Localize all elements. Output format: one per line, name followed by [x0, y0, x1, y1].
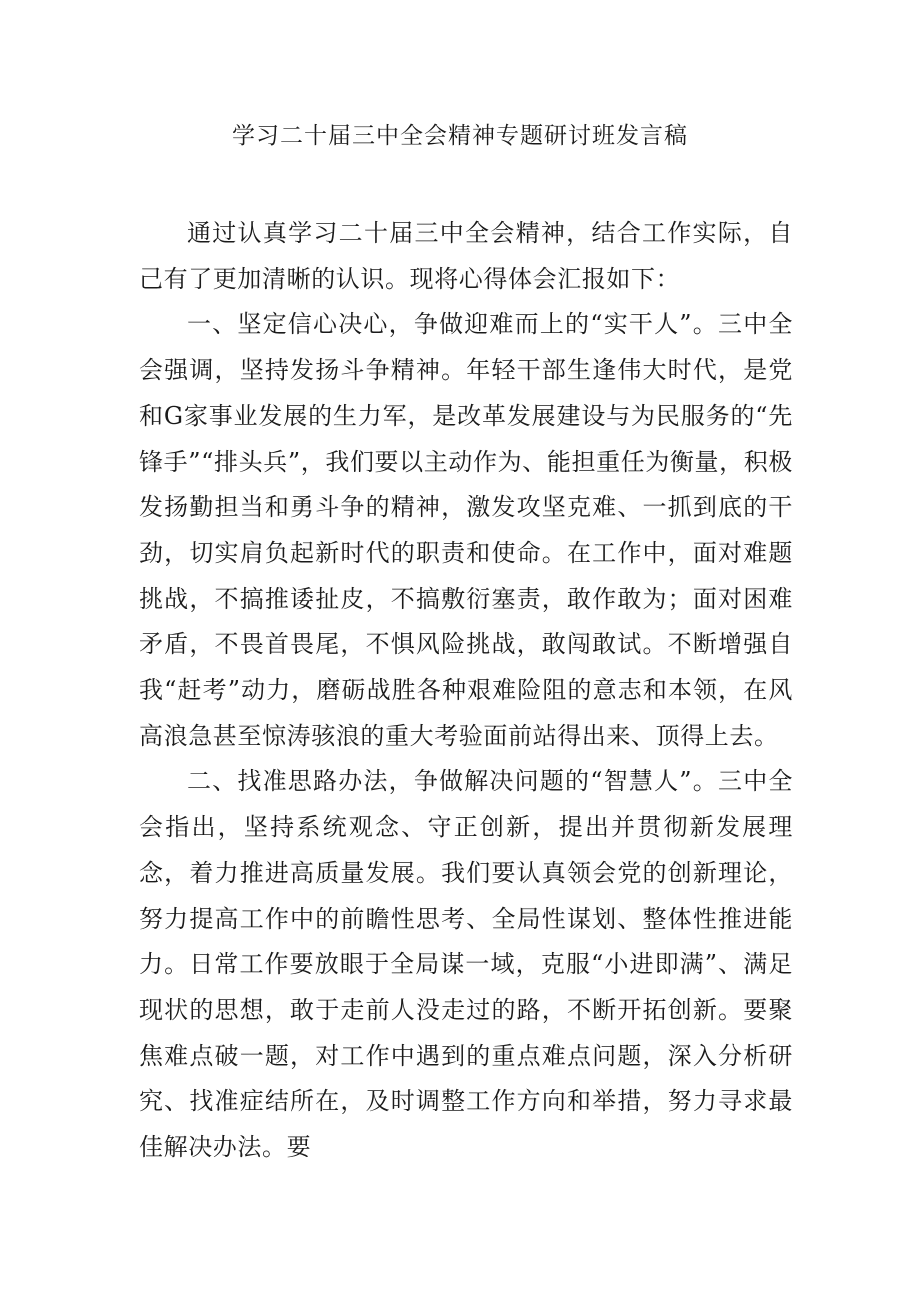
document-body [139, 211, 793, 1171]
paragraph-intro: 通过认真学习二十届三中全会精神，结合工作实际，自己有了更加清晰的认识。现将心得体会汇报如下： [139, 219, 793, 293]
paragraph-section-two: 二、找准思路办法，争做解决问题的“智慧人”。三中全会指出，坚持系统观念、守正创新，提出并贯彻新发展理念，着力推进高质量发展。我们要认真领会党的创新理论，努力提高工作中的前瞻性思考、全局性谋划、整体性推进能力。日常工作要放眼于全局谋一域，克服“小进即满”、满足现状的思想，敢于走前人没走过的路，不断开拓创新。要聚焦难点破一题，对工作中遇到的重点难点问题，深入分析研究、找准症结所在，及时调整工作方向和举措，努力寻求最佳解决办法。要 [139, 767, 793, 1162]
paragraph-section-one: 一、坚定信心决心，争做迎难而上的“实干人”。三中全会强调，坚持发扬斗争精神。年轻干部生逢伟大时代，是党和G家事业发展的生力军，是改革发展建设与为民服务的“先锋手”“排头兵”，我们要以主动作为、能担重任为衡量，积极发扬勤担当和勇斗争的精神，激发攻坚克难、一抓到底的干劲，切实肩负起新时代的职责和使命。在工作中，面对难题挑战，不搞推诿扯皮，不搞敷衍塞责，敢作敢为；面对困难矛盾，不畏首畏尾，不惧风险挑战，敢闯敢试。不断增强自我“赶考”动力，磨砺战胜各种艰难险阻的意志和本领，在风高浪急甚至惊涛骇浪的重大考验面前站得出来、顶得上去。 [139, 310, 793, 750]
document-title: 学习二十届三中全会精神专题研讨班发言稿 [232, 123, 688, 149]
